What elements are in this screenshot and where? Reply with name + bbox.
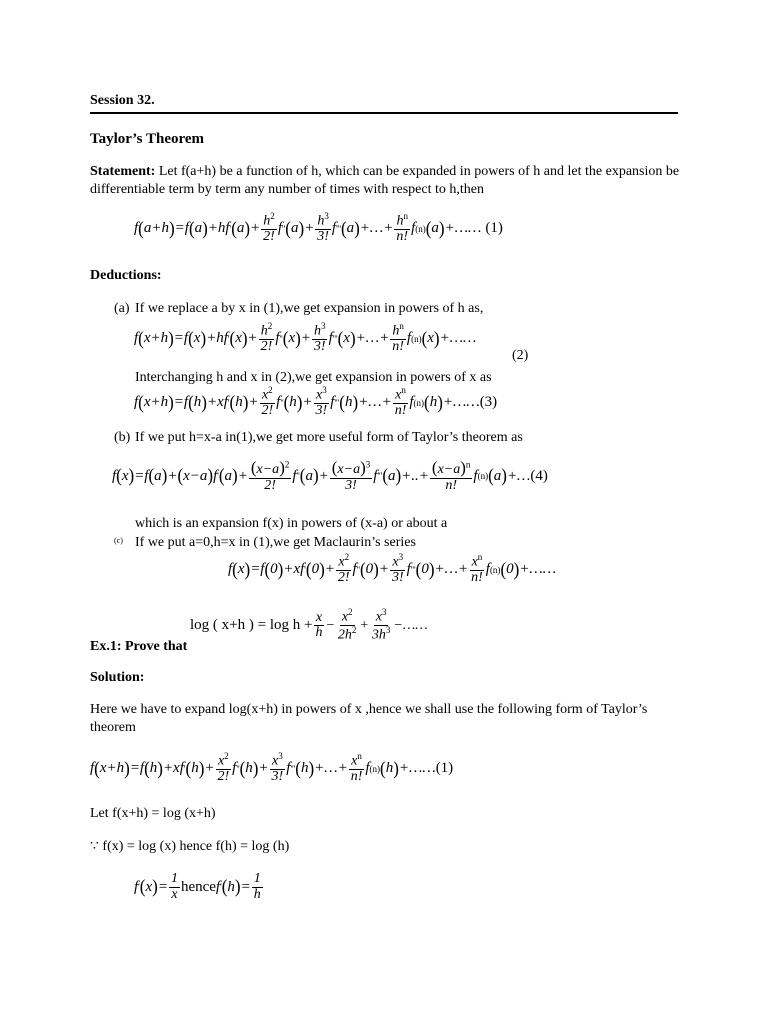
deduction-b-text: If we put h=x-a in(1),we get more useful form of Taylor’s theorem as xyxy=(135,430,523,445)
solution-line-2: theorem xyxy=(90,720,136,735)
eq3-number: (3) xyxy=(479,394,498,411)
deductions-title: Deductions: xyxy=(90,268,162,283)
deduction-b-marker: (b) xyxy=(114,430,131,445)
equation-3: f ( x+h ) =f ( h ) +xf ' ( h ) + $x^2$ 2! f '' ( h ) + $x^3$ 3! f ''' ( h ) +…+ $x^n$ n! f (n) ( h ) +…… (3) xyxy=(134,385,498,419)
deduction-b-after: which is an expansion f(x) in powers of (x-a) or about a xyxy=(135,516,448,531)
equation-2: f ( x+h ) =f ( x ) +hf ' ( x ) + $h^2$ 2! f '' ( x ) + $h^3$ 3! f ''' ( x ) +…+ $h^n$ n! f (n) ( x ) +…… xyxy=(134,321,477,355)
statement-line-2: differentiable term by term any number of times with respect to h,then xyxy=(90,182,484,197)
hence-word: hence xyxy=(180,878,216,895)
statement-text-1: Let f(a+h) be a function of h, which can be expanded in powers of h and let the expansion be xyxy=(155,164,680,179)
deduction-c-text: If we put a=0,h=x in (1),we get Maclaurin’s series xyxy=(135,535,416,550)
session-title-dot: . xyxy=(151,93,155,108)
solution-line-1: Here we have to expand log(x+h) in powers of x ,hence we shall use the following form of Taylor’s xyxy=(90,702,648,717)
eq2-number: (2) xyxy=(512,348,529,363)
since-text: ∵ f(x) = log (x) hence f(h) = log (h) xyxy=(90,839,290,854)
log-expansion: log ( x+h ) = log h + x h − $x^2$ $2h^2$ + $x^3$ $3h^3$ −…… xyxy=(190,607,428,643)
interchange-text: Interchanging h and x in (2),we get expansion in powers of x as xyxy=(135,370,492,385)
derivative-equation: f ' ( x ) = 1 x hence f ' ( h ) = 1 h xyxy=(134,871,261,902)
equation-maclaurin: f ( x ) =f ( 0 ) +xf ' ( 0 ) + $x^2$ 2! f '' ( 0 ) + $x^3$ 3! f ''' ( 0 ) +…+ $x^n$ n! f (n) ( 0 ) +…… xyxy=(228,552,557,586)
deduction-a-marker: (a) xyxy=(114,301,130,316)
theorem-title: Taylor’s Theorem xyxy=(90,131,205,147)
header-rule xyxy=(90,112,678,114)
solution-label: Solution: xyxy=(90,670,145,685)
example-eq1-number: (1) xyxy=(435,760,454,777)
example-title: Ex.1: Prove that xyxy=(90,639,188,654)
session-title-text: Session 32 xyxy=(90,93,152,108)
equation-4: f ( x ) =f ( a ) + ( x−a ) f ' ( a ) + $(x-a)^2$ 2! f '' ( a ) + $(x-a)^3$ 3! f ''' ( a ) +..+ $(x-a)^n$ n! f (n) ( a ) +… (4) xyxy=(112,458,548,493)
deduction-c-marker: (c) xyxy=(114,536,123,545)
session-title xyxy=(90,93,155,109)
log-lhs: log ( x+h ) = log h + xyxy=(190,617,313,634)
example-equation-1: f ( x+h ) =f ( h ) +xf ' ( h ) + $x^2$ 2! f '' ( h ) + $x^3$ 3! f ''' ( h ) +…+ $x^n$ n! f (n) ( h ) +…… (1) xyxy=(90,751,454,785)
statement-line-1 xyxy=(90,164,679,180)
let-text: Let f(x+h) = log (x+h) xyxy=(90,806,216,821)
equation-1: f ( a+h ) =f ( a ) +hf ' ( a ) + $h^2$ 2! f '' ( a ) + $h^3$ 3! f ''' ( a ) +…+ $h^n$ n! f (n) ( a ) +…… (1) xyxy=(134,211,503,245)
eq1-number: (1) xyxy=(485,220,503,237)
statement-label: Statement: xyxy=(90,164,156,179)
deduction-a-text: If we replace a by x in (1),we get expansion in powers of h as, xyxy=(135,301,484,316)
eq4-number: (4) xyxy=(530,467,548,484)
